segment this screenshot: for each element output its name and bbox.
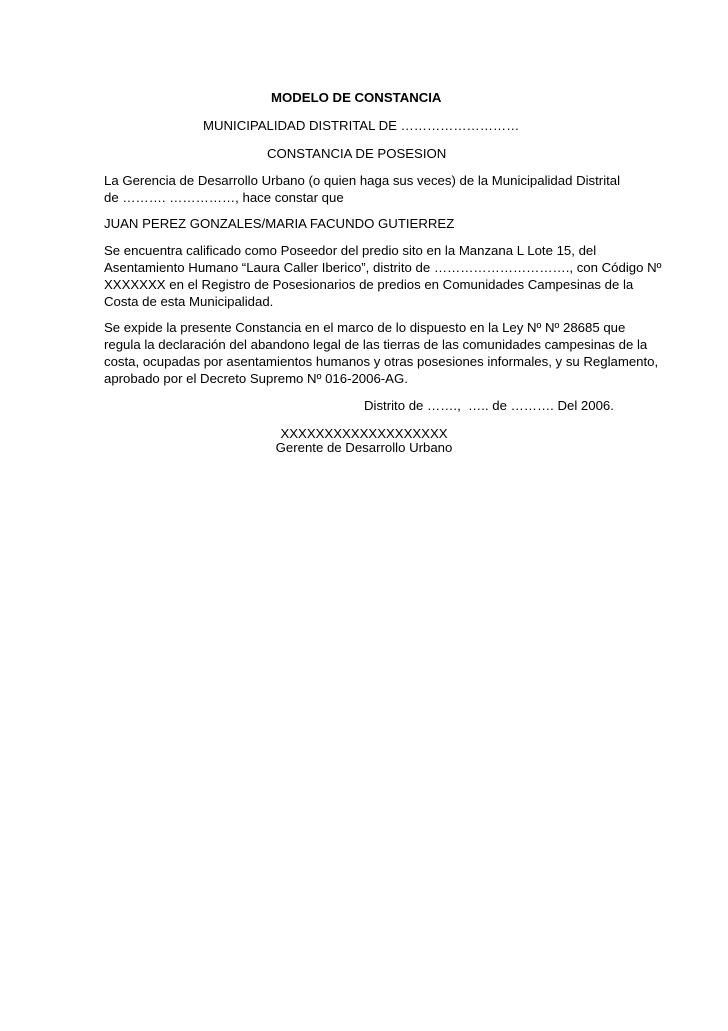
paragraph-line: La Gerencia de Desarrollo Urbano (o quien haga sus veces) de la Municipalidad Distrital xyxy=(104,173,621,188)
paragraph-line: costa, ocupadas por asentamientos humanos y otras posesiones informales, y su Reglamento, xyxy=(104,354,659,369)
paragraph-line: aprobado por el Decreto Supremo Nº 016-2006-AG. xyxy=(104,371,408,386)
document-subtitle: CONSTANCIA DE POSESION xyxy=(267,146,447,161)
document-title: MODELO DE CONSTANCIA xyxy=(271,90,442,105)
possessor-names: JUAN PEREZ GONZALES/MARIA FACUNDO GUTIERREZ xyxy=(104,216,455,231)
paragraph-line: Se encuentra calificado como Poseedor del predio sito en la Manzana L Lote 15, del xyxy=(104,243,597,258)
paragraph-line: XXXXXXX en el Registro de Posesionarios de predios en Comunidades Campesinas de la xyxy=(104,277,634,292)
paragraph-line: regula la declaración del abandono legal de las tierras de las comunidades campesinas de la xyxy=(104,337,648,352)
paragraph-line: de ………. ……………, hace constar que xyxy=(104,190,344,205)
paragraph-line: Costa de esta Municipalidad. xyxy=(104,294,274,309)
signature-name: XXXXXXXXXXXXXXXXXXX xyxy=(280,426,448,441)
date-line: Distrito de ……., ….. de ………. Del 2006. xyxy=(364,398,614,413)
municipality-heading: MUNICIPALIDAD DISTRITAL DE ……………………… xyxy=(203,118,520,133)
paragraph-line: Se expide la presente Constancia en el marco de lo dispuesto en la Ley Nº Nº 28685 que xyxy=(104,320,626,335)
signature-title: Gerente de Desarrollo Urbano xyxy=(275,440,453,455)
paragraph-line: Asentamiento Humano “Laura Caller Iberico”, distrito de …………………………., con Código Nº xyxy=(104,260,662,275)
